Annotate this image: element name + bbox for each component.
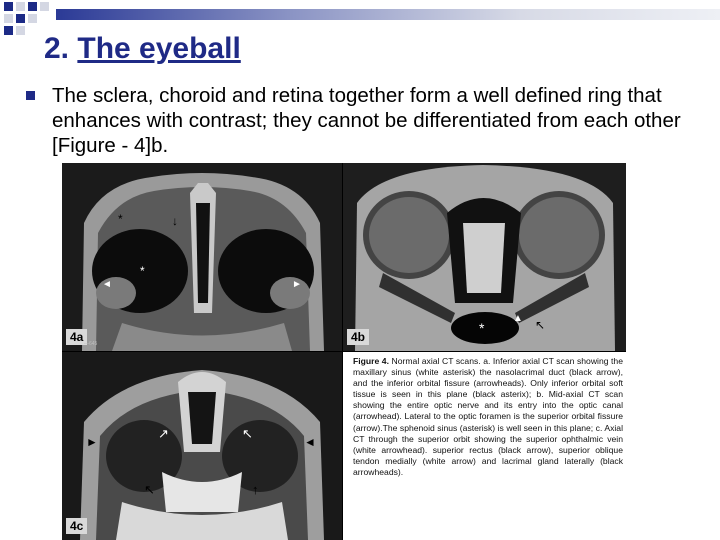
bullet-text: The sclera, choroid and retina together form a well defined ring that enhances with contrast; they cannot be differentiated from each other [Figure - 4]b. xyxy=(52,84,681,157)
caption-text: Normal axial CT scans. a. Inferior axial CT scan showing the maxillary sinus (white asterisk) the nasolacrimal duct (black arrow), and the inferior orbital fissure (arrowheads). Only inferior orbital soft tissue is seen in this plane (black asterix); b. Mid-axial CT scan showing the entire optic nerve and its entry into the optic canal (arrowhead). Lateral to the optic foramen is the superior orbital fissure (arrow).The sphenoid sinus (asterisk) is well seen in this plane; c. Axial CT through the superior orbit showing the superior ophthalmic vein (white arrowhead). superior rectus (black arrow), superior oblique tendon medially (white arrow) and lacrimal gland laterally (black arrowheads). xyxy=(353,356,623,477)
panel-label-4c: 4c xyxy=(66,518,87,534)
ct-panel-4a xyxy=(62,163,342,351)
svg-text:◄: ◄ xyxy=(304,435,316,449)
panel-label-4a: 4a xyxy=(66,329,87,345)
title-text: The eyeball xyxy=(77,32,241,65)
svg-text:↖: ↖ xyxy=(144,482,155,497)
svg-text:◄: ◄ xyxy=(102,279,112,290)
svg-text:▲: ▲ xyxy=(513,313,523,324)
ct-image-4c xyxy=(62,352,342,540)
title-rule xyxy=(56,9,720,20)
ct-image-4b xyxy=(343,163,626,351)
panel-4a-small-text: —645 xyxy=(84,341,98,347)
svg-text:↖: ↖ xyxy=(535,318,546,332)
svg-text:↗: ↗ xyxy=(158,426,169,441)
figure-caption xyxy=(343,352,626,540)
ct-panel-4b xyxy=(343,163,626,351)
caption-label: Figure 4. xyxy=(353,356,389,366)
bullet-square-icon xyxy=(26,91,35,100)
bullet-item xyxy=(26,83,706,158)
svg-text:↓: ↓ xyxy=(172,214,178,228)
ct-image-4a xyxy=(62,163,342,351)
ct-figure xyxy=(62,163,626,540)
svg-text:*: * xyxy=(479,320,485,336)
svg-text:↑: ↑ xyxy=(252,482,259,497)
svg-text:*: * xyxy=(118,212,123,226)
panel-label-4b: 4b xyxy=(347,329,369,345)
svg-text:►: ► xyxy=(86,435,98,449)
svg-text:↖: ↖ xyxy=(242,426,253,441)
slide-title xyxy=(44,32,241,66)
svg-text:►: ► xyxy=(292,279,302,290)
title-number: 2. xyxy=(44,32,70,65)
svg-text:*: * xyxy=(140,264,145,278)
ct-panel-4c xyxy=(62,352,342,540)
caption-paragraph xyxy=(343,352,626,478)
